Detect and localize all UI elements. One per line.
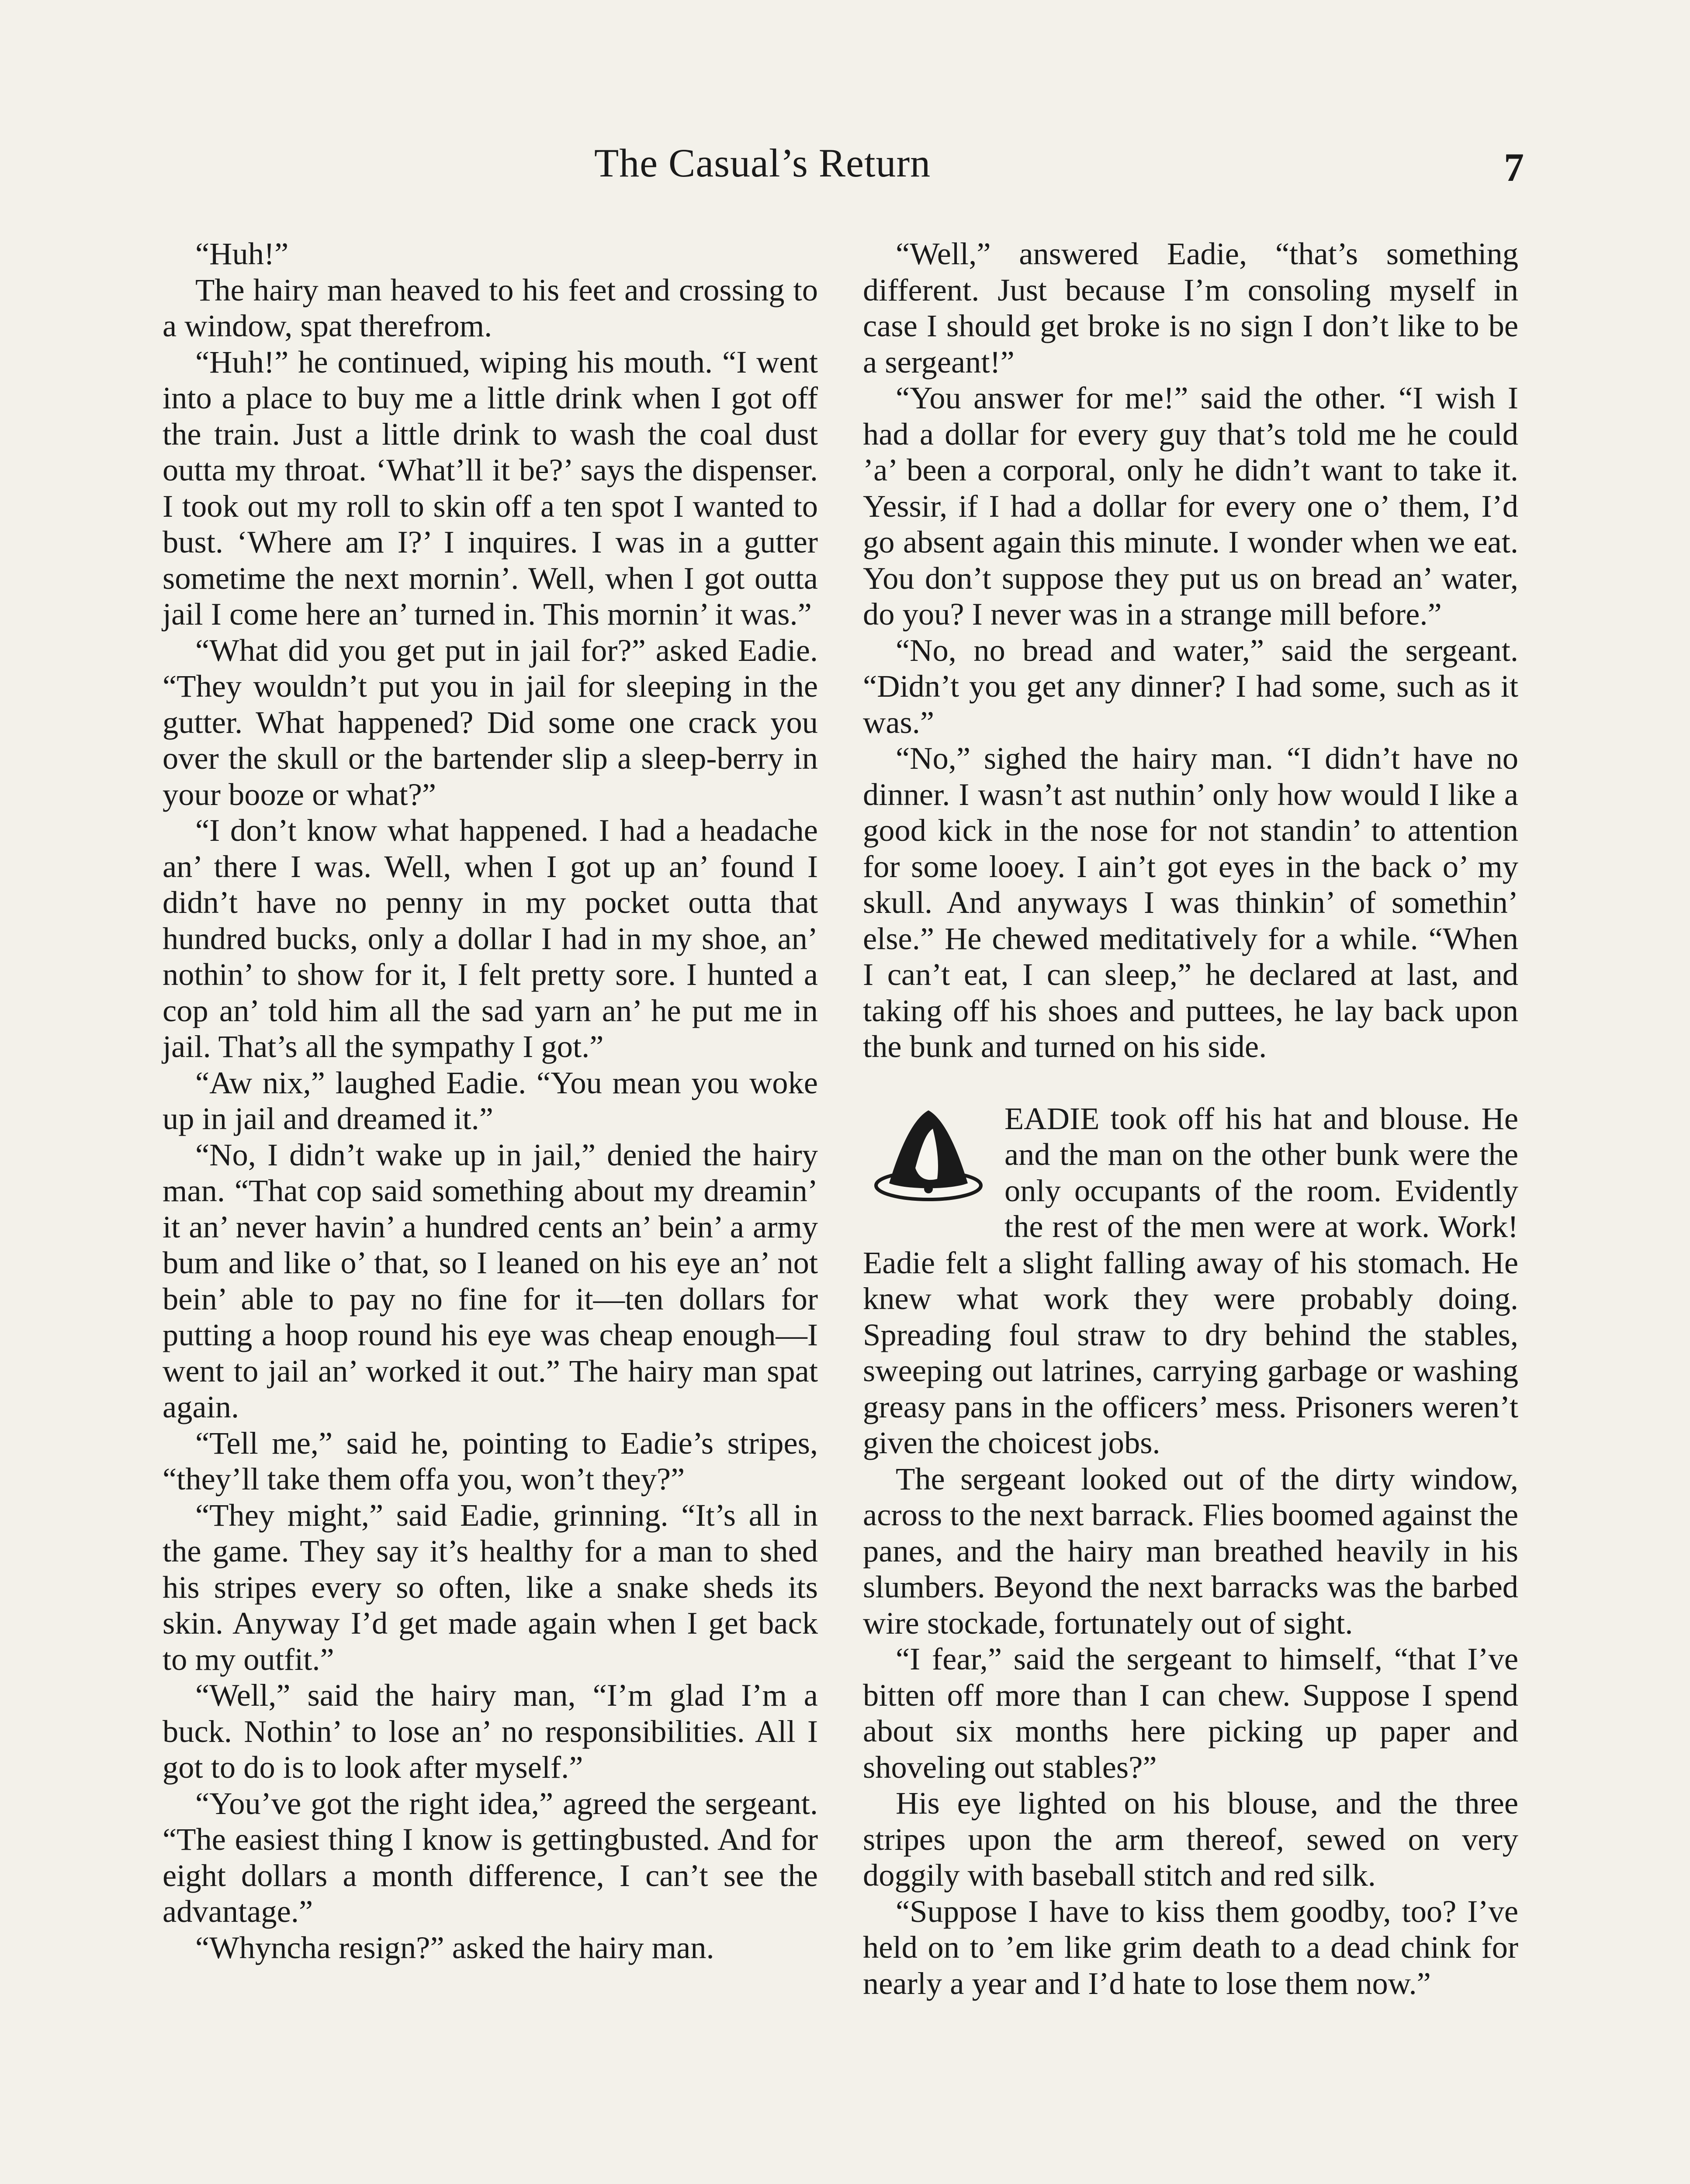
paragraph: “Whyncha resign?” asked the hairy man. (195, 1929, 714, 1965)
paragraph: “Tell me,” said he, pointing to Eadie’s stripes, “they’ll take them offa you, won’t they?” (163, 1425, 818, 1496)
page-header (0, 140, 1690, 201)
section-paragraph: EADIE took off his hat and blouse. He and the man on the other bunk were the only occupants of the room. Evidently the rest of the men were at work. Work! Eadie felt a slight falling away of his stomach. He knew what work they were probably doing. Spreading foul straw to dry behind the stables, sweeping out latrines, carrying garbage or washing greasy pans in the officers’ mess. Prisoners weren’t given the choicest jobs. (863, 1100, 1518, 1460)
page-number: 7 (1504, 145, 1524, 190)
right-column (863, 236, 1518, 2001)
paragraph: “I don’t know what happened. I had a headache an’ there I was. Well, when I got up an’ found I didn’t have no penny in my pocket outta that hundred bucks, only a dollar I had in my shoe, an’ nothin’ to show for it, I felt pretty sore. I hunted a cop an’ told him all the sad yarn an’ he put me in jail. That’s all the sympathy I got.” (163, 812, 818, 1064)
paragraph: “You’ve got the right idea,” agreed the sergeant. “The easiest thing I know is gettingbusted. And for eight dollars a month difference, I can’t see the advantage.” (163, 1785, 818, 1929)
paragraph: “No, no bread and water,” said the sergeant. “Didn’t you get any dinner? I had some, such as it was.” (863, 632, 1518, 740)
paragraph: “What did you get put in jail for?” asked Eadie. “They wouldn’t put you in jail for sleeping in the gutter. What happened? Did some one crack you over the skull or the bartender slip a sleep-berry in your booze or what?” (163, 632, 818, 812)
paragraph: “You answer for me!” said the other. “I wish I had a dollar for every guy that’s told me he could ’a’ been a corporal, only he didn’t want to take it. Yessir, if I had a dollar for every one o’ them, I’d go absent again this minute. I wonder when we eat. You don’t suppose they put us on bread an’ water, do you? I never was in a strange mill before.” (863, 380, 1518, 632)
paragraph: “Huh!” (195, 236, 289, 271)
paragraph: “They might,” said Eadie, grinning. “It’s all in the game. They say it’s healthy for a man to shed his stripes every so often, like a snake sheds its skin. Anyway I’d get made again when I get back to my outfit.” (163, 1497, 818, 1677)
paragraph: His eye lighted on his blouse, and the three stripes upon the arm thereof, sewed on very doggily with baseball stitch and red silk. (863, 1785, 1518, 1893)
paragraph: “Suppose I have to kiss them goodby, too? I’ve held on to ’em like grim death to a dead chink for nearly a year and I’d hate to lose them now.” (863, 1893, 1518, 2001)
paragraph: The sergeant looked out of the dirty window, across to the next barrack. Flies boomed against the panes, and the hairy man breathed heavily in his slumbers. Beyond the next barracks was the barbed wire stockade, fortunately out of sight. (863, 1461, 1518, 1641)
paragraph: The hairy man heaved to his feet and crossing to a window, spat therefrom. (163, 272, 818, 343)
paragraph: “Well,” said the hairy man, “I’m glad I’m a buck. Nothin’ to lose an’ no responsibilities. All I got to do is to look after myself.” (163, 1677, 818, 1785)
paragraph: “No, I didn’t wake up in jail,” denied the hairy man. “That cop said something about my dreamin’ it an’ never havin’ a hundred cents an’ bein’ a army bum and like o’ that, so I leaned on his eye an’ not bein’ able to pay no fine for it—ten dollars for putting a hoop round his eye was cheap enough—I went to jail an’ worked it out.” The hairy man spat again. (163, 1137, 818, 1424)
running-title: The Casual’s Return (594, 141, 931, 185)
paragraph: “Huh!” he continued, wiping his mouth. “I went into a place to buy me a little drink when I got off the train. Just a little drink to wash the coal dust outta my throat. ‘What’ll it be?’ says the dispenser. I took out my roll to skin off a ten spot I wanted to bust. ‘Where am I?’ I inquires. I was in a gutter sometime the next mornin’. Well, when I got outta jail I come here an’ turned in. This mornin’ it was.” (163, 344, 818, 632)
paragraph: “Aw nix,” laughed Eadie. “You mean you woke up in jail and dreamed it.” (163, 1064, 818, 1136)
paragraph: “Well,” answered Eadie, “that’s something different. Just because I’m consoling myself in case I should get broke is no sign I don’t like to be a sergeant!” (863, 236, 1518, 380)
paragraph: “I fear,” said the sergeant to himself, “that I’ve bitten off more than I can chew. Suppose I spend about six months here picking up paper and shoveling out stables?” (863, 1641, 1518, 1785)
paragraph: “No,” sighed the hairy man. “I didn’t have no dinner. I wasn’t ast nuthin’ only how would I like a good kick in the nose for not standin’ to attention for some looey. I ain’t got eyes in the back o’ my skull. And anyways I was thinkin’ of somethin’ else.” He chewed meditatively for a while. “When I can’t eat, I can sleep,” he declared at last, and taking off his shoes and puttees, he lay back upon the bunk and turned on his side. (863, 740, 1518, 1064)
left-column (163, 236, 818, 1966)
campaign-hat-icon (863, 1102, 994, 1207)
section-break (863, 1101, 1518, 1461)
